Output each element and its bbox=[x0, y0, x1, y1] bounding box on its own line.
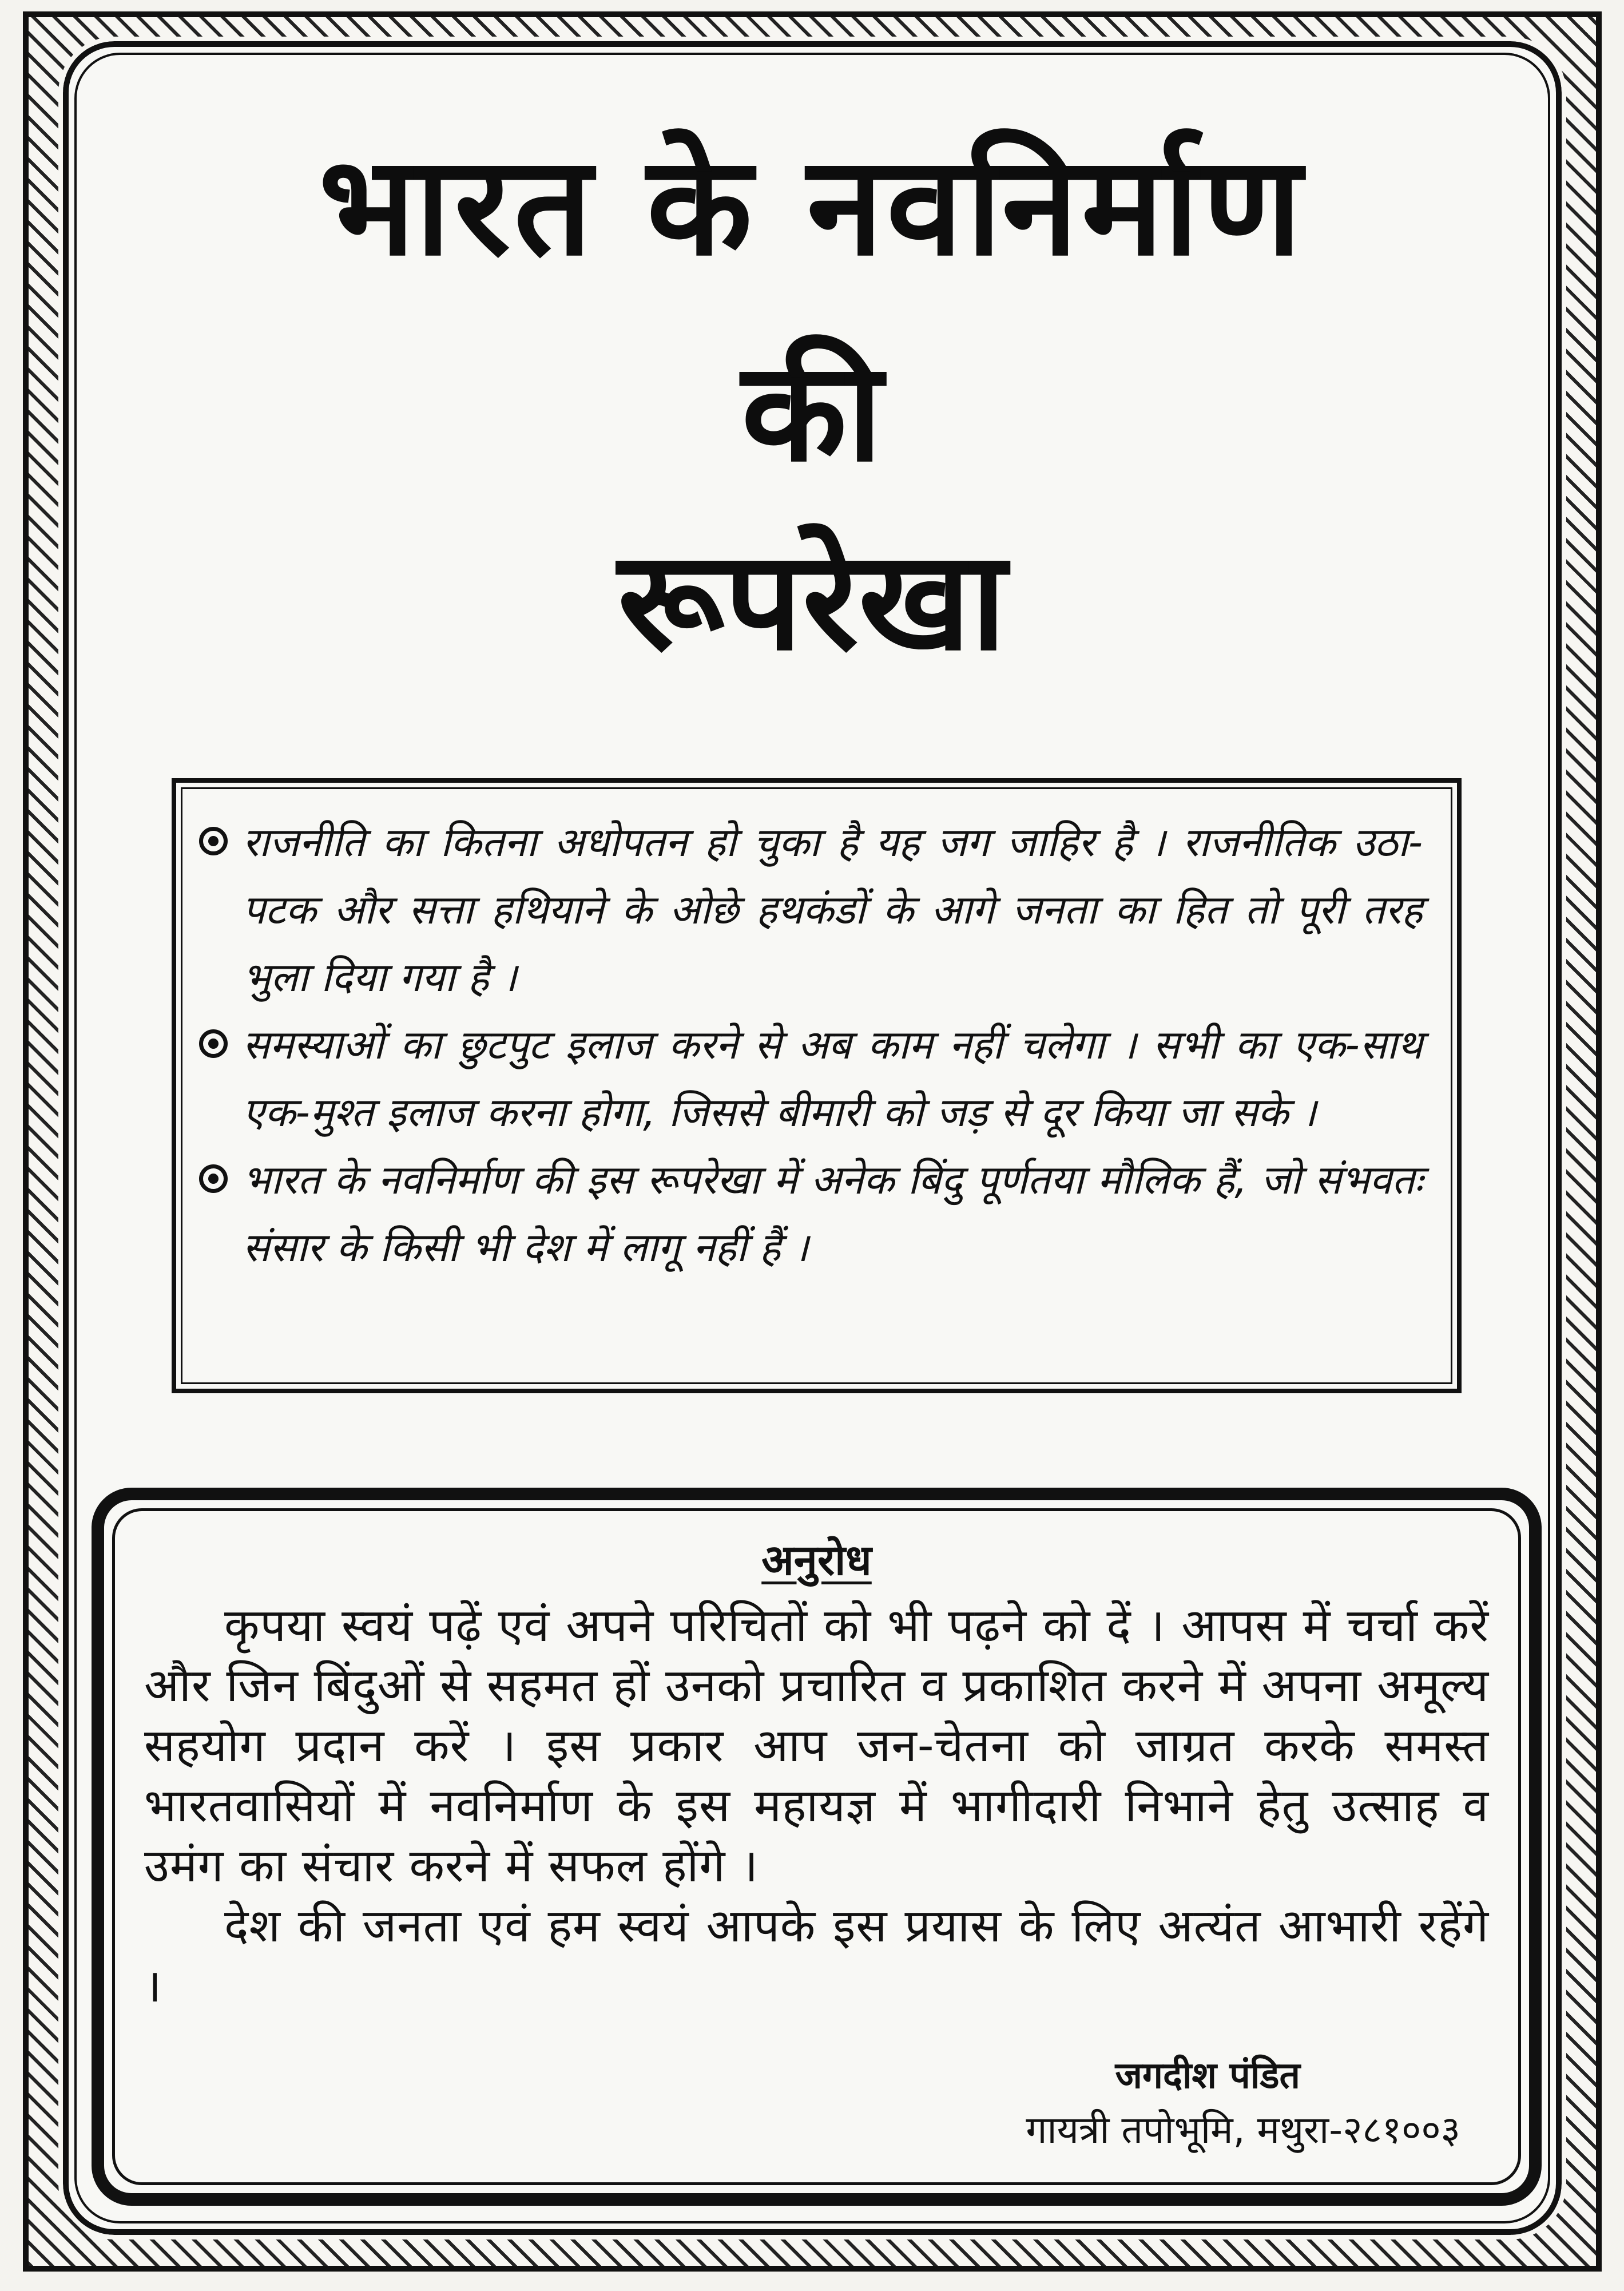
point-text: भारत के नवनिर्माण की इस रूपरेखा में अनेक बिंदु पूर्णतया मौलिक हैं, जो संभवतः संसार के किसी भी देश में लागू नहीं हैं । bbox=[243, 1156, 1423, 1271]
point-text: राजनीति का कितना अधोपतन हो चुका है यह जग जाहिर है । राजनीतिक उठा-पटक और सत्ता हथियाने के ओछे हथकंडों के आगे जनता का हित तो पूरी तरह भुला दिया गया है । bbox=[243, 819, 1423, 1001]
request-paragraph-1: कृपया स्वयं पढ़ें एवं अपने परिचितों को भी पढ़ने को दें । आपस में चर्चा करें और जिन बिंदुओं से सहमत हों उनको प्रचारित व प्रकाशित करने में अपना अमूल्य सहयोग प्रदान करें । इस प्रकार आप जन-चेतना को जाग्रत करके समस्त भारतवासियों में नवनिर्माण के इस महायज्ञ में भागीदारी निभाने हेतु उत्साह व उमंग का संचार करने में सफल होंगे । bbox=[144, 1599, 1490, 1892]
request-paragraph-2: देश की जनता एवं हम स्वयं आपके इस प्रयास के लिए अत्यंत आभारी रहेंगे । bbox=[144, 1899, 1489, 2012]
point-text: समस्याओं का छुटपुट इलाज करने से अब काम नहीं चलेगा । सभी का एक-साथ एक-मुश्त इलाज करना होगा, जिससे बीमारी को जड़ से दूर किया जा सके । bbox=[243, 1021, 1423, 1136]
author-address: गायत्री तपोभूमि, मथुरा-२८१००३ bbox=[1026, 2108, 1460, 2152]
signature-block bbox=[1026, 2050, 1460, 2159]
point-item bbox=[193, 1146, 1423, 1281]
author-name: जगदीश पंडित bbox=[1115, 2055, 1300, 2097]
circled-dot-icon bbox=[199, 1164, 228, 1193]
point-item bbox=[193, 808, 1423, 1011]
request-box bbox=[92, 1488, 1542, 2206]
title-line-2: की bbox=[741, 332, 883, 492]
request-heading bbox=[144, 1535, 1489, 1586]
title-line-3: रूपरेखा bbox=[617, 521, 1007, 681]
circled-dot-icon bbox=[199, 827, 228, 855]
request-heading-text: अनुरोध bbox=[761, 1536, 872, 1585]
title-line-1: भारत के नवनिर्माण bbox=[319, 126, 1305, 286]
point-item bbox=[193, 1011, 1423, 1146]
circled-dot-icon bbox=[199, 1029, 228, 1058]
key-points-box bbox=[172, 778, 1462, 1393]
